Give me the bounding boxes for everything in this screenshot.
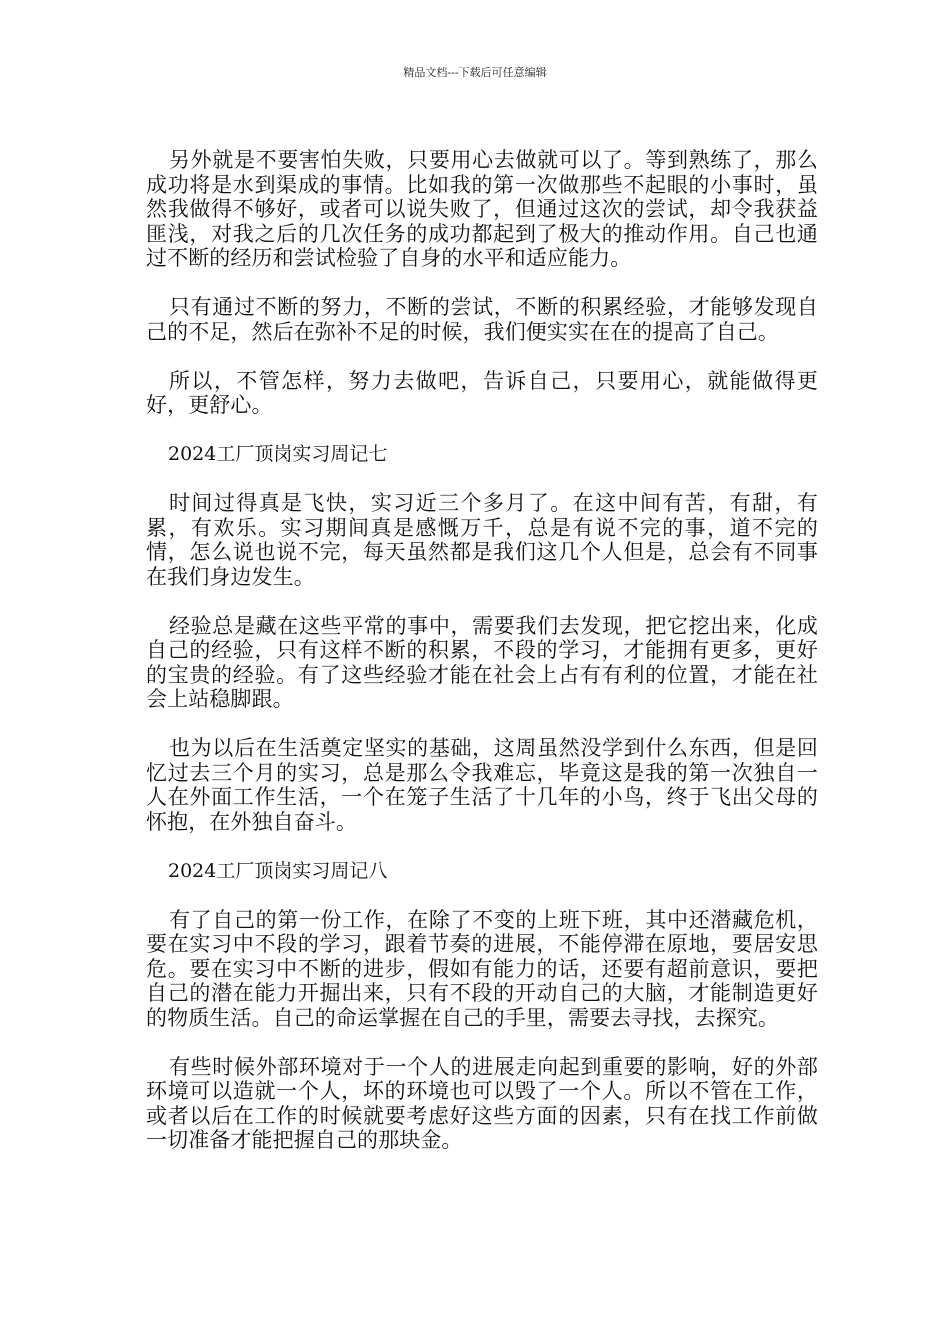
paragraph: 另外就是不要害怕失败，只要用心去做就可以了。等到熟练了，那么成功将是水到渠成的事情。比如我的第一次做那些不起眼的小事时，虽然我做得不够好，或者可以说失败了，但通过这次的尝试，却令我获益匪浅，对我之后的几次任务的成功都起到了极大的推动作用。自己也通过不断的经历和尝试检验了自身的水平和适应能力。 xyxy=(146,148,818,270)
page-header: 精品文档---下载后可任意编辑 xyxy=(403,66,547,79)
paragraph: 经验总是藏在这些平常的事中，需要我们去发现，把它挖出来，化成自己的经验，只有这样不断的积累，不段的学习，才能拥有更多，更好的宝贵的经验。有了这些经验才能在社会上占有有利的位置，才能在社会上站稳脚跟。 xyxy=(146,613,818,711)
section-heading: 2024工厂顶岗实习周记八 xyxy=(168,859,388,882)
paragraph: 有些时候外部环境对于一个人的进展走向起到重要的影响，好的外部环境可以造就一个人，坏的环境也可以毁了一个人。所以不管在工作，或者以后在工作的时候就要考虑好这些方面的因素，只有在找工作前做一切准备才能把握自己的那块金。 xyxy=(146,1054,818,1152)
paragraph: 只有通过不断的努力，不断的尝试，不断的积累经验，才能够发现自己的不足，然后在弥补不足的时候，我们便实实在在的提高了自己。 xyxy=(146,295,818,344)
paragraph: 也为以后在生活奠定坚实的基础，这周虽然没学到什么东西，但是回忆过去三个月的实习，总是那么令我难忘，毕竟这是我的第一次独自一人在外面工作生活，一个在笼子生活了十几年的小鸟，终于飞出父母的怀抱，在外独自奋斗。 xyxy=(146,736,818,834)
section-heading: 2024工厂顶岗实习周记七 xyxy=(168,443,388,465)
paragraph: 所以，不管怎样，努力去做吧，告诉自己，只要用心，就能做得更好，更舒心。 xyxy=(146,368,818,417)
document-body xyxy=(146,148,818,1153)
paragraph: 有了自己的第一份工作，在除了不变的上班下班，其中还潜藏危机，要在实习中不段的学习，跟着节奏的进展，不能停滞在原地，要居安思危。要在实习中不断的进步，假如有能力的话，还要有超前意识，要把自己的潜在能力开掘出来，只有不段的开动自己的大脑，才能制造更好的物质生活。自己的命运掌握在自己的手里，需要去寻找，去探究。 xyxy=(146,907,818,1030)
paragraph: 时间过得真是飞快，实习近三个多月了。在这中间有苦，有甜，有累，有欢乐。实习期间真是感慨万千，总是有说不完的事，道不完的情，怎么说也说不完，每天虽然都是我们这几个人但是，总会有不同事在我们身边发生。 xyxy=(146,491,818,589)
